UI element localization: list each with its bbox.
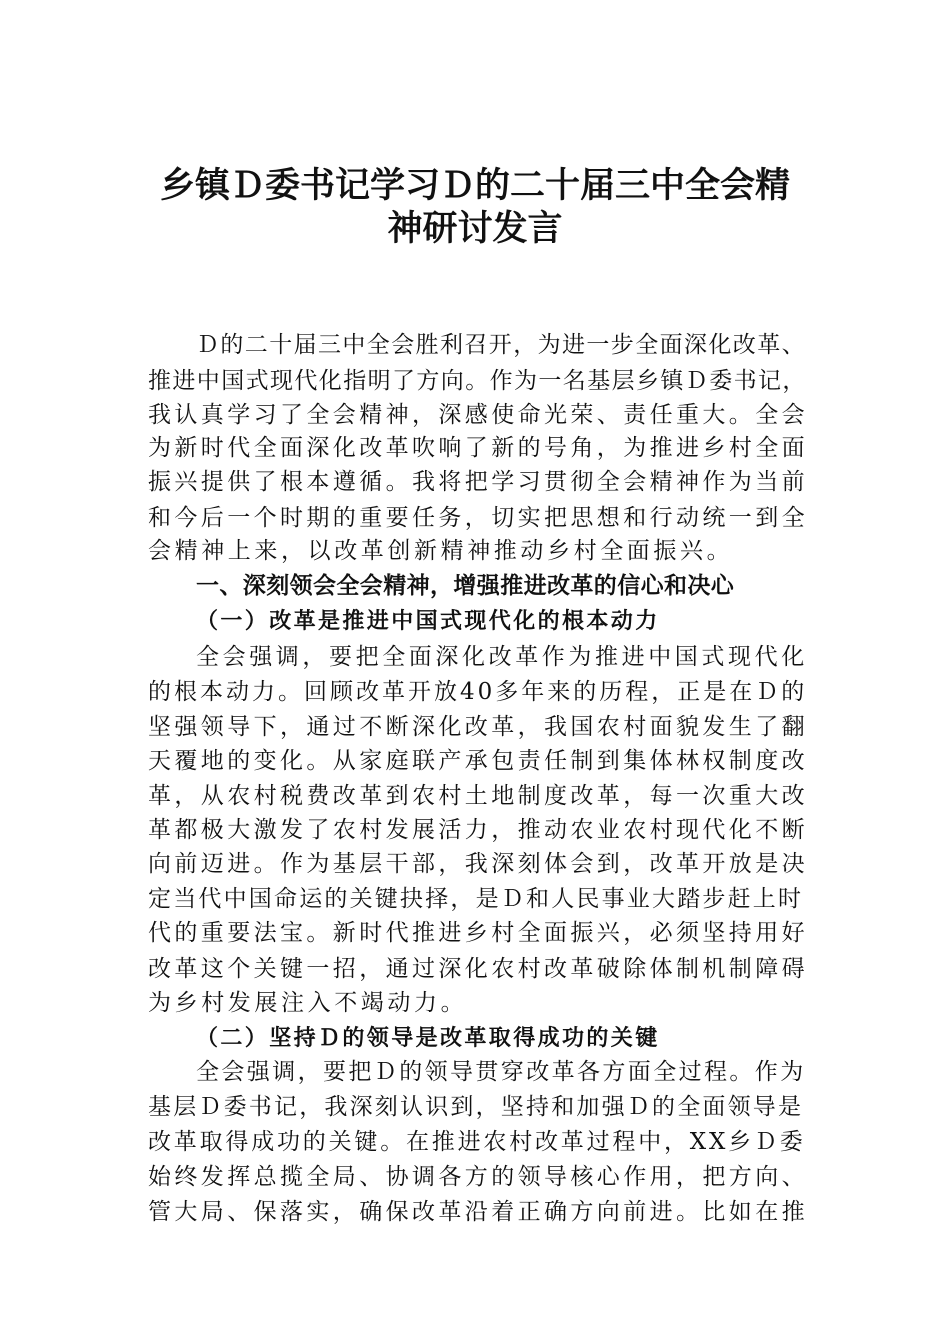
paragraph-1-line: 定当代中国命运的关键抉择，是Ｄ和人民事业大踏步赶上时 bbox=[148, 886, 804, 912]
intro-line: 推进中国式现代化指明了方向。作为一名基层乡镇Ｄ委书记， bbox=[148, 368, 807, 394]
paragraph-1-line: 坚强领导下，通过不断深化改革，我国农村面貌发生了翻 bbox=[148, 714, 808, 740]
document-title-line-2: 神研讨发言 bbox=[387, 208, 563, 249]
intro-line: 振兴提供了根本遵循。我将把学习贯彻全会精神作为当前 bbox=[148, 469, 808, 495]
paragraph-2-line: 全会强调，要把Ｄ的领导贯穿改革各方面全过程。作为 bbox=[196, 1059, 806, 1085]
paragraph-2-line: 基层Ｄ委书记，我深刻认识到，坚持和加强Ｄ的全面领导是 bbox=[148, 1094, 804, 1120]
intro-line: 会精神上来，以改革创新精神推动乡村全面振兴。 bbox=[148, 538, 734, 564]
paragraph-1-line: 向前迈进。作为基层干部，我深刻体会到，改革开放是决 bbox=[148, 851, 808, 877]
paragraph-1-line: 的根本动力。回顾改革开放40多年来的历程，正是在Ｄ的 bbox=[148, 679, 808, 705]
paragraph-2-line: 管大局、保落实，确保改革沿着正确方向前进。比如在推 bbox=[148, 1199, 808, 1225]
paragraph-1-line: 革，从农村税费改革到农村土地制度改革，每一次重大改 bbox=[148, 783, 808, 809]
paragraph-1-line: 改革这个关键一招，通过深化农村改革破除体制机制障碍 bbox=[148, 956, 808, 982]
intro-line: Ｄ的二十届三中全会胜利召开，为进一步全面深化改革、 bbox=[196, 332, 806, 358]
intro-line: 为新时代全面深化改革吹响了新的号角，为推进乡村全面 bbox=[148, 435, 808, 461]
intro-line: 和今后一个时期的重要任务，切实把思想和行动统一到全 bbox=[148, 505, 808, 531]
paragraph-1-line: 代的重要法宝。新时代推进乡村全面振兴，必须坚持用好 bbox=[148, 920, 808, 946]
intro-line: 我认真学习了全会精神，深感使命光荣、责任重大。全会 bbox=[148, 402, 808, 428]
paragraph-1-line: 天覆地的变化。从家庭联产承包责任制到集体林权制度改 bbox=[148, 748, 808, 774]
paragraph-2-line: 始终发挥总揽全局、协调各方的领导核心作用，把方向、 bbox=[148, 1164, 808, 1190]
document-title-line-1: 乡镇Ｄ委书记学习Ｄ的二十届三中全会精 bbox=[159, 165, 790, 206]
subsection-heading-1: （一）改革是推进中国式现代化的根本动力 bbox=[196, 608, 660, 634]
paragraph-1-line: 为乡村发展注入不竭动力。 bbox=[148, 990, 468, 1016]
paragraph-1-line: 革都极大激发了农村发展活力，推动农业农村现代化不断 bbox=[148, 817, 808, 843]
paragraph-1-line: 全会强调，要把全面深化改革作为推进中国式现代化 bbox=[196, 644, 808, 670]
subsection-heading-2: （二）坚持Ｄ的领导是改革取得成功的关键 bbox=[196, 1025, 660, 1051]
paragraph-2-line: 改革取得成功的关键。在推进农村改革过程中，XX乡Ｄ委 bbox=[148, 1129, 806, 1155]
section-heading-1: 一、深刻领会全会精神，增强推进改革的信心和决心 bbox=[196, 573, 735, 599]
